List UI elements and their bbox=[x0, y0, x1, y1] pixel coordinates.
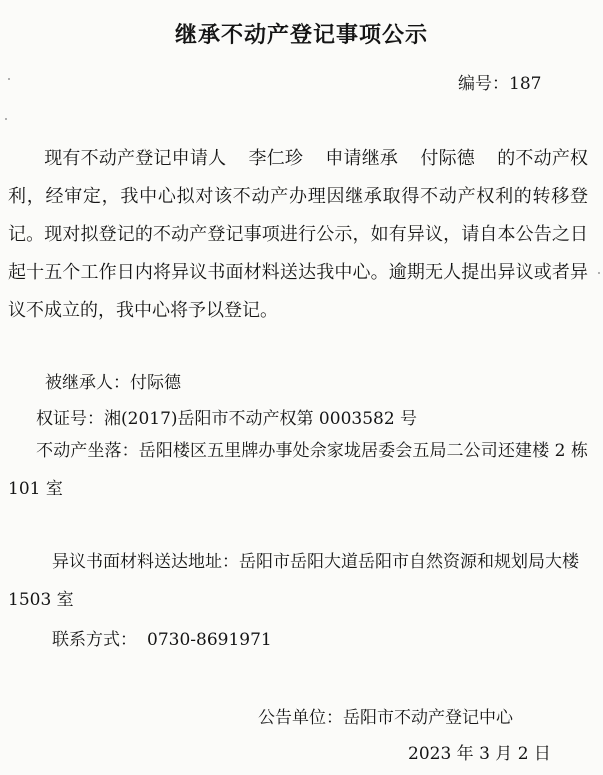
scan-speck bbox=[8, 78, 10, 80]
scan-speck bbox=[598, 272, 600, 274]
applicant-name: 李仁珍 bbox=[248, 148, 304, 169]
document-number bbox=[458, 69, 541, 94]
document-title: 继承不动产登记事项公示 bbox=[174, 23, 428, 48]
contact-line bbox=[52, 625, 272, 650]
contact-value: 0730-8691971 bbox=[147, 630, 272, 650]
issuer-label: 公告单位： bbox=[258, 708, 343, 728]
document-number-value: 187 bbox=[509, 74, 542, 94]
issue-date: 2023 年 3 月 2 日 bbox=[408, 744, 551, 764]
certificate-label: 权证号： bbox=[36, 409, 104, 429]
objection-value: 岳阳市岳阳大道岳阳市自然资源和规划局大楼 1503 室 bbox=[8, 552, 579, 610]
notice-paragraph bbox=[8, 140, 588, 330]
decedent-name: 付际德 bbox=[420, 148, 475, 169]
notice-intro: 现有不动产登记申请人 bbox=[44, 148, 227, 169]
notice-body: 不动产权利，经审定，我中心拟对该不动产办理因继承取得不动产权利的转移登记。现对拟登记的不动产登记事项进行公示，如有异议，请自本公告之日起十五个工作日内将异议书面材料送达我中心。逾期无人提出异议或者异议不成立的，我中心将予以登记。 bbox=[8, 148, 589, 321]
certificate-line bbox=[36, 404, 417, 429]
heir-label: 被继承人： bbox=[45, 373, 130, 393]
notice-apply-inherit: 申请继承 bbox=[325, 148, 399, 169]
issuer-line bbox=[258, 703, 513, 728]
objection-label: 异议书面材料送达地址： bbox=[52, 552, 239, 572]
notice-of: 的 bbox=[496, 148, 516, 169]
property-line bbox=[8, 432, 588, 508]
property-label: 不动产坐落： bbox=[36, 441, 139, 461]
scan-speck bbox=[5, 118, 7, 120]
heir-value: 付际德 bbox=[130, 373, 181, 393]
certificate-value: 湘(2017)岳阳市不动产权第 0003582 号 bbox=[104, 409, 418, 429]
document-number-label: 编号： bbox=[458, 74, 509, 94]
heir-line bbox=[45, 368, 181, 393]
objection-address bbox=[8, 543, 588, 619]
property-value: 岳阳楼区五里牌办事处佘家垅居委会五局二公司还建楼 2 栋 101 室 bbox=[8, 441, 589, 499]
contact-label: 联系方式： bbox=[52, 630, 137, 650]
issuer-value: 岳阳市不动产登记中心 bbox=[343, 708, 513, 728]
